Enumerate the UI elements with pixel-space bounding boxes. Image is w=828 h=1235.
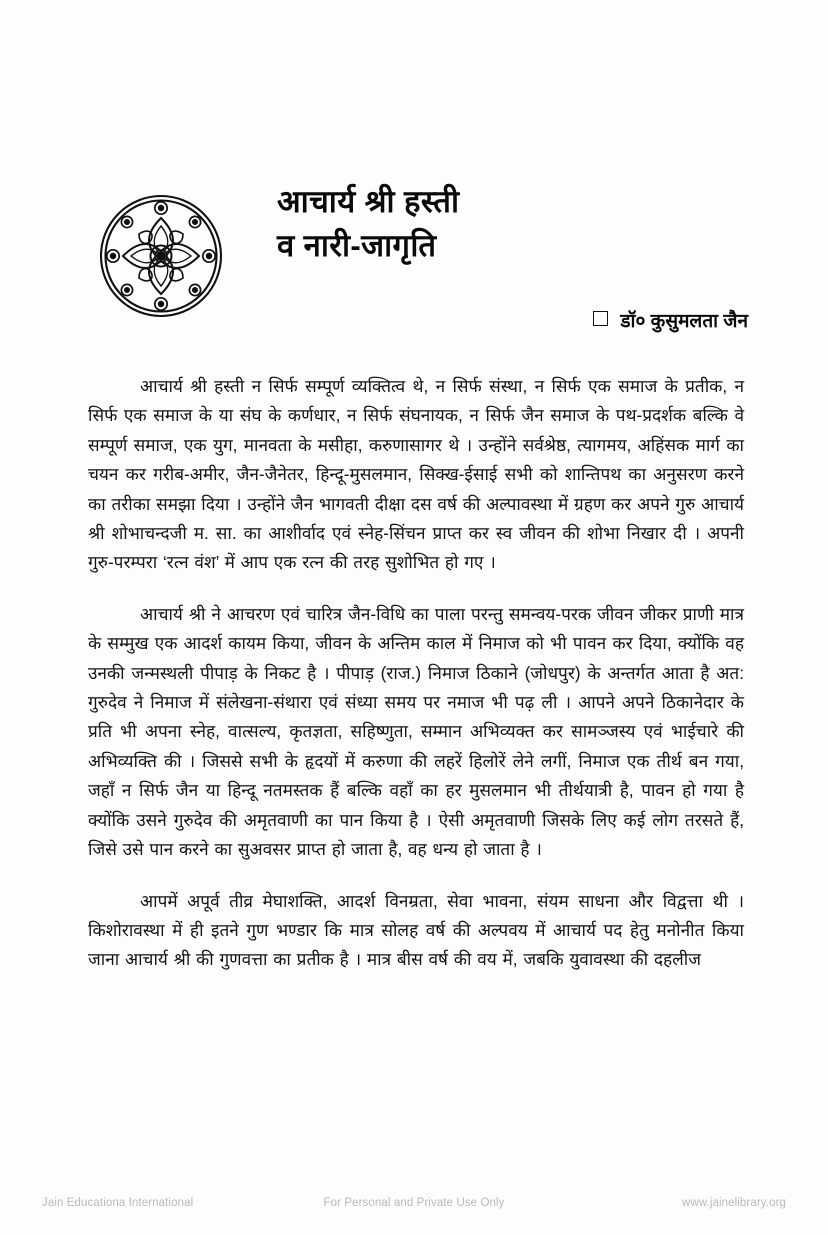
body-paragraph: आचार्य श्री हस्ती न सिर्फ सम्पूर्ण व्यक्तित्व थे, न सिर्फ संस्था, न सिर्फ एक समाज के प्रतीक, न सिर्फ एक समाज के या संघ के कर्णधार, न सिर्फ संघनायक, न सिर्फ जैन समाज के पथ-प्रदर्शक बल्कि वे सम्पूर्ण समाज, एक युग, मानवता के मसीहा, करुणासागर थे । उन्होंने सर्वश्रेष्ठ, त्यागमय, अहिंसक मार्ग का चयन कर गरीब-अमीर, जैन-जैनेतर, हिन्दू-मुसलमान, सिक्ख-ईसाई सभी को शान्तिपथ का अनुसरण करने का तरीका समझा दिया । उन्होंने जैन भागवती दीक्षा दस वर्ष की अल्पावस्था में ग्रहण कर अपने गुरु आचार्य श्री शोभाचन्दजी म. सा. का आशीर्वाद एवं स्नेह-सिंचन प्राप्त कर स्व जीवन की शोभा निखार दी । अपनी गुरु-परम्परा ‘रत्न वंश’ में आप एक रत्न की तरह सुशोभित हो गए । [88, 376, 744, 573]
author-byline [0, 307, 748, 333]
footer-organization: Jain Educationa International [42, 1197, 194, 1209]
article-title [277, 180, 747, 268]
article-header [0, 180, 828, 340]
page-footer [0, 1197, 828, 1213]
body-paragraph: आपमें अपूर्व तीव्र मेघाशक्ति, आदर्श विनम्रता, सेवा भावना, संयम साधना और विद्वत्ता थी । किशोरावस्था में ही इतने गुण भण्डार कि मात्र सोलह वर्ष की अल्पवय में आचार्य पद हेतु मनोनीत किया जाना आचार्य श्री की गुणवत्ता का प्रतीक है । मात्र बीस वर्ष की वय में, जबकि युवावस्था की दहलीज [88, 890, 744, 970]
floral-mandala-icon [99, 194, 223, 318]
title-line-1: आचार्य श्री हस्ती [277, 184, 460, 219]
body-paragraph: आचार्य श्री ने आचरण एवं चारित्र जैन-विधि का पाला परन्तु समन्वय-परक जीवन जीकर प्राणी मात्र के सम्मुख एक आदर्श कायम किया, जीवन के अन्तिम काल में निमाज को भी पावन कर दिया, क्योंकि वह उनकी जन्मस्थली पीपाड़ के निकट है । पीपाड़ (राज.) निमाज ठिकाने (जोधपुर) के अन्तर्गत आता है अत: गुरुदेव ने निमाज में संलेखना-संथारा एवं संध्या समय पर नमाज भी पढ़ ली । आपने अपने ठिकानेदार के प्रति भी अपना स्नेह, वात्सल्य, कृतज्ञता, सहिष्णुता, सम्मान अभिव्यक्त कर सामञ्जस्य एवं भाईचारे की अभिव्यक्ति की । जिससे सभी के हृदयों में करुणा की लहरें हिलोरें लेने लगीं, निमाज एक तीर्थ बन गया, जहाँ न सिर्फ जैन या हिन्दू नतमस्तक हैं बल्कि वहाँ का हर मुसलमान भी तीर्थयात्री है, पावन हो गया है क्योंकि उसने गुरुदेव की अमृतवाणी का पान किया है । ऐसी अमृतवाणी जिसके लिए कई लोग तरसते हैं, जिसे उसे पान करने का सुअवसर प्राप्त हो जाता है, वह धन्य हो जाता है । [88, 603, 744, 860]
footer-usage-notice: For Personal and Private Use Only [323, 1197, 505, 1209]
square-bullet-icon [593, 311, 608, 326]
footer-website: www.jainelibrary.org [681, 1197, 786, 1209]
title-line-2: व नारी-जागृति [277, 228, 437, 263]
author-name: डॉ० कुसुमलता जैन [620, 311, 748, 332]
article-body [88, 372, 744, 975]
